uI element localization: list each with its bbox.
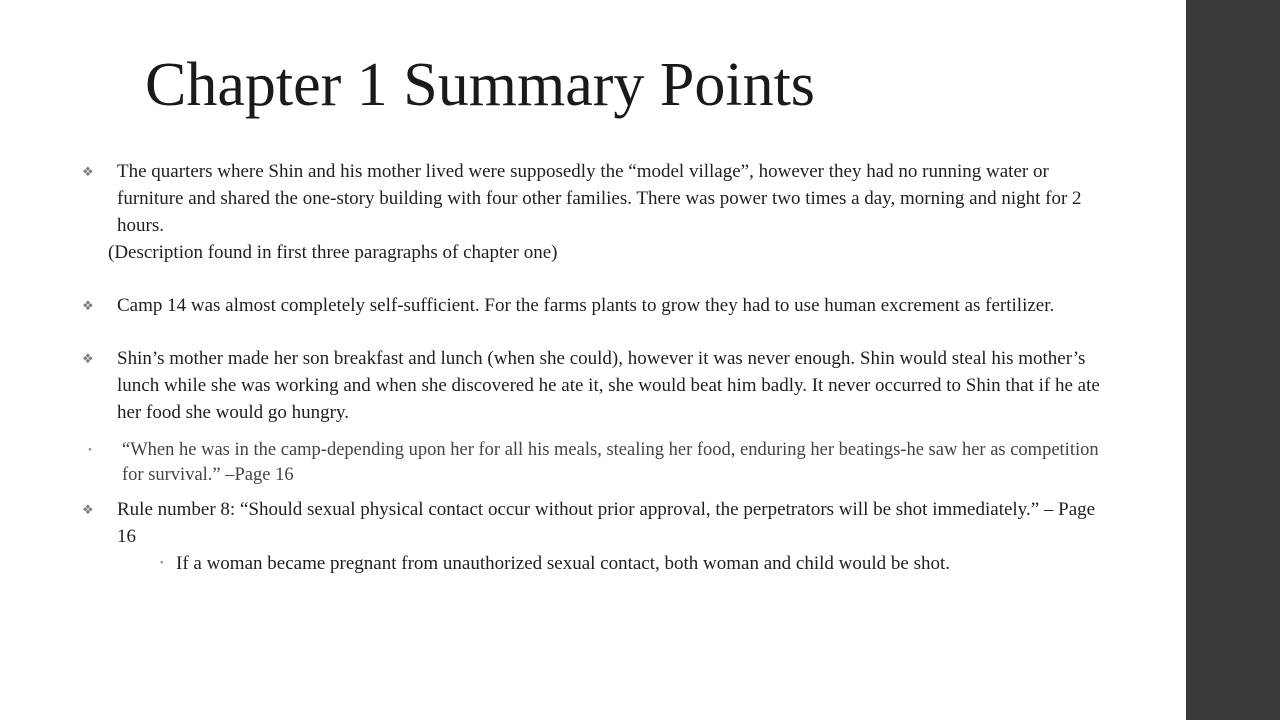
bullet-text: Shin’s mother made her son breakfast and lunch (when she could), however it was never enough. Shin would steal his mother’s lunch while she was working and when she discovered he ate it, she would beat him badly. It never occurred to Shin that if he ate her food she would go hungry.	[117, 348, 1100, 423]
source-note: (Description found in first three paragraphs of chapter one)	[108, 242, 558, 263]
quote-text: “When he was in the camp-depending upon her for all his meals, stealing her food, enduring her beatings-he saw her as competition for survival.” –Page 16	[122, 440, 1099, 485]
bullet-text: Rule number 8: “Should sexual physical contact occur without prior approval, the perpetrators will be shot immediately.” – Page 16	[117, 499, 1096, 547]
bullet-text: The quarters where Shin and his mother lived were supposedly the “model village”, however they had no running water or furniture and shared the one-story building with four other families. There was power two times a day, morning and night for 2 hours.	[117, 161, 1082, 236]
slide-body	[78, 158, 1118, 577]
diamond-bullet-icon: ❖	[82, 502, 94, 517]
sub-bullet-item	[78, 550, 1118, 577]
diamond-bullet-icon: ❖	[82, 164, 94, 179]
quote-item	[78, 438, 1118, 488]
bullet-item	[78, 496, 1118, 550]
diamond-bullet-icon: ❖	[82, 351, 94, 366]
sub-bullet-text: If a woman became pregnant from unauthorized sexual contact, both woman and child would be shot.	[176, 553, 951, 574]
bullet-item	[78, 158, 1118, 239]
bullet-item	[78, 345, 1118, 426]
diamond-bullet-icon: ❖	[82, 298, 94, 313]
dot-bullet-icon: •	[160, 558, 164, 569]
bullet-text: Camp 14 was almost completely self-sufficient. For the farms plants to grow they had to use human excrement as fertilizer.	[117, 295, 1055, 316]
dot-bullet-icon: •	[88, 444, 92, 456]
slide-title: Chapter 1 Summary Points	[145, 51, 815, 119]
side-panel	[1186, 0, 1280, 720]
bullet-item	[78, 292, 1118, 319]
